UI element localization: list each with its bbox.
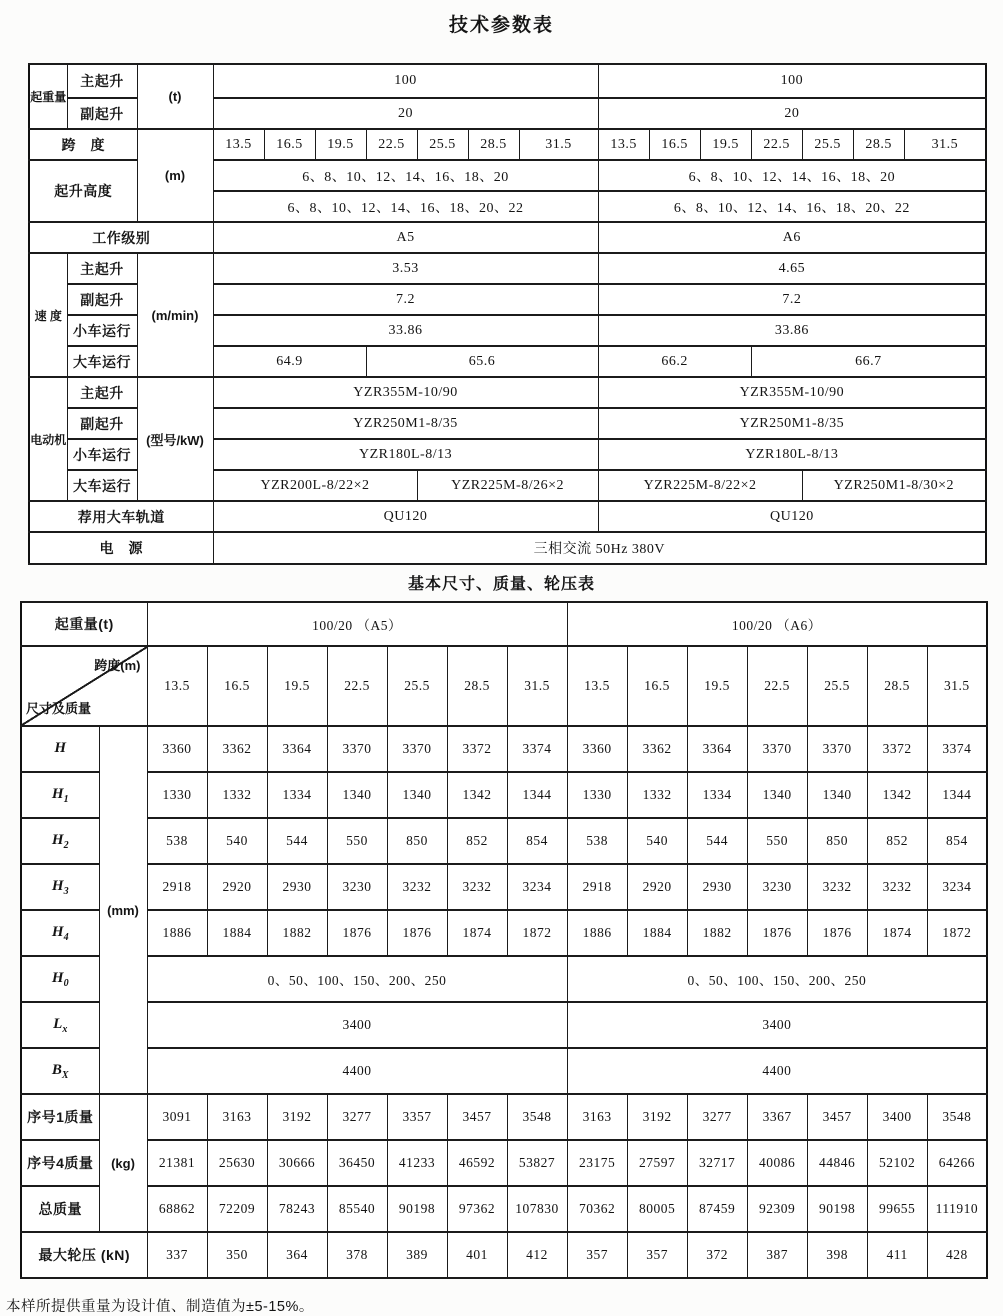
cell: 3277 (687, 1094, 747, 1140)
cell: 6、8、10、12、14、16、18、20、22 (213, 191, 598, 222)
cell: 41233 (387, 1140, 447, 1186)
span-label: 跨 度 (29, 129, 137, 160)
cell: 3362 (627, 726, 687, 772)
lifting-capacity-group-label: 起重量 (29, 64, 67, 129)
cell: 364 (267, 1232, 327, 1278)
cell: 3457 (807, 1094, 867, 1140)
span-axis-label: 跨度(m) (94, 658, 141, 673)
cell: 3232 (447, 864, 507, 910)
main-hoist-label: 主起升 (67, 253, 137, 284)
page-title: 技术参数表 (448, 15, 554, 36)
cell: 16.5 (649, 129, 700, 160)
row-Bx (21, 1048, 987, 1094)
cell: 28.5 (853, 129, 904, 160)
cell: 2920 (207, 864, 267, 910)
dim-sub: 2 (63, 839, 69, 851)
cell: 3360 (567, 726, 627, 772)
cell: 1334 (687, 772, 747, 818)
cell: 53827 (507, 1140, 567, 1186)
cell: 852 (447, 818, 507, 864)
row-rail (29, 501, 986, 532)
cell: 25.5 (387, 646, 447, 726)
cell: 68862 (147, 1186, 207, 1232)
cell: 401 (447, 1232, 507, 1278)
row-motor-main (29, 377, 986, 408)
cell: 411 (867, 1232, 927, 1278)
row-H0 (21, 956, 987, 1002)
total-mass-label: 总质量 (21, 1186, 99, 1232)
cell: 337 (147, 1232, 207, 1278)
row-capacity (21, 602, 987, 646)
dim-sub: 1 (63, 793, 69, 805)
row-mass-total (21, 1186, 987, 1232)
cell: 66.7 (751, 346, 986, 377)
row-H1 (21, 772, 987, 818)
cell: 6、8、10、12、14、16、18、20、22 (598, 191, 986, 222)
row-span (29, 129, 986, 160)
cell: 412 (507, 1232, 567, 1278)
cell: 1872 (927, 910, 987, 956)
trolley-travel-label: 小车运行 (67, 439, 137, 470)
cell: 3232 (387, 864, 447, 910)
dim-sub: X (61, 1069, 69, 1081)
motor-group-label: 电动机 (29, 377, 67, 501)
rail-label: 荐用大车轨道 (29, 501, 213, 532)
cell: 1344 (927, 772, 987, 818)
cell: 850 (807, 818, 867, 864)
cell: 70362 (567, 1186, 627, 1232)
cell: 3374 (507, 726, 567, 772)
cell: 21381 (147, 1140, 207, 1186)
cell: 3232 (807, 864, 867, 910)
dim-label-H3 (21, 864, 99, 910)
cell: 1330 (147, 772, 207, 818)
cell: 31.5 (904, 129, 986, 160)
cell: 90198 (387, 1186, 447, 1232)
row-duty-class (29, 222, 986, 253)
trolley-travel-label: 小车运行 (67, 315, 137, 346)
cell: 33.86 (213, 315, 598, 346)
cell: 1876 (747, 910, 807, 956)
cell: YZR225M-8/26×2 (417, 470, 598, 501)
cell: 40086 (747, 1140, 807, 1186)
dim-label-Bx (21, 1048, 99, 1094)
cell: 544 (687, 818, 747, 864)
cell: 4400 (147, 1048, 567, 1094)
row-speed-main (29, 253, 986, 284)
cell: 27597 (627, 1140, 687, 1186)
dim-label-H0 (21, 956, 99, 1002)
technical-parameters-table (28, 63, 987, 565)
cell: 64266 (927, 1140, 987, 1186)
cell: 13.5 (567, 646, 627, 726)
cell: 65.6 (366, 346, 598, 377)
cell: 6、8、10、12、14、16、18、20 (213, 160, 598, 191)
cell: 46592 (447, 1140, 507, 1186)
max-wheel-pressure-label: 最大轮压 (kN) (21, 1232, 147, 1278)
cell: 19.5 (267, 646, 327, 726)
cell: 3163 (567, 1094, 627, 1140)
dim-label-H (21, 726, 99, 772)
row-main-capacity (29, 64, 986, 98)
cell: 3370 (387, 726, 447, 772)
diagonal-header-cell (21, 646, 147, 726)
cell: 3400 (147, 1002, 567, 1048)
cell: 3192 (627, 1094, 687, 1140)
cell: 3.53 (213, 253, 598, 284)
cell: 52102 (867, 1140, 927, 1186)
cell: YZR250M1-8/35 (598, 408, 986, 439)
cell: 1334 (267, 772, 327, 818)
cell: 28.5 (867, 646, 927, 726)
cell: 398 (807, 1232, 867, 1278)
cell: QU120 (213, 501, 598, 532)
cell: 100/20 （A6） (567, 602, 987, 646)
cell: 3367 (747, 1094, 807, 1140)
cell: 31.5 (927, 646, 987, 726)
row-H (21, 726, 987, 772)
cell: 1874 (867, 910, 927, 956)
cell: 0、50、100、150、200、250 (147, 956, 567, 1002)
cell: 4.65 (598, 253, 986, 284)
cell: 100/20 （A5） (147, 602, 567, 646)
power-label: 电 源 (29, 532, 213, 564)
main-hoist-label: 主起升 (67, 64, 137, 98)
speed-group-label: 速 度 (29, 253, 67, 377)
dim-sub: 4 (63, 931, 69, 943)
cell: 2920 (627, 864, 687, 910)
dim-base: L (53, 1015, 63, 1032)
cell: YZR250M1-8/30×2 (802, 470, 986, 501)
cell: 1340 (807, 772, 867, 818)
cell: 378 (327, 1232, 387, 1278)
dim-base: H (54, 739, 67, 756)
cell: 372 (687, 1232, 747, 1278)
cell: 16.5 (207, 646, 267, 726)
cell: 3370 (327, 726, 387, 772)
cell: 2930 (687, 864, 747, 910)
cell: 16.5 (264, 129, 315, 160)
cell: 100 (598, 64, 986, 98)
cell: 3400 (867, 1094, 927, 1140)
cell: 13.5 (598, 129, 649, 160)
cell: 1884 (627, 910, 687, 956)
cell: 540 (207, 818, 267, 864)
cell: 6、8、10、12、14、16、18、20 (598, 160, 986, 191)
unit-kg-label: (kg) (99, 1094, 147, 1232)
cell: 3230 (747, 864, 807, 910)
cell: 538 (567, 818, 627, 864)
cell: 16.5 (627, 646, 687, 726)
cell: 2918 (567, 864, 627, 910)
cell: 550 (327, 818, 387, 864)
dim-sub: 0 (63, 977, 69, 989)
cell: 1882 (267, 910, 327, 956)
cell: 3232 (867, 864, 927, 910)
cell: 25.5 (807, 646, 867, 726)
cell: 538 (147, 818, 207, 864)
cell: 1332 (627, 772, 687, 818)
row-power (29, 532, 986, 564)
cell: 31.5 (519, 129, 598, 160)
cell: 3230 (327, 864, 387, 910)
cell: 3370 (747, 726, 807, 772)
cell: 99655 (867, 1186, 927, 1232)
cell: 1876 (387, 910, 447, 956)
cell: 1884 (207, 910, 267, 956)
dim-sub: x (62, 1023, 68, 1035)
cell: 3400 (567, 1002, 987, 1048)
cell: 22.5 (747, 646, 807, 726)
cell: 36450 (327, 1140, 387, 1186)
cell: 3364 (267, 726, 327, 772)
cell: 22.5 (327, 646, 387, 726)
dims-mass-axis-label: 尺寸及质量 (26, 701, 92, 716)
cell: 64.9 (213, 346, 366, 377)
dimensions-mass-wheel-pressure-table (20, 601, 988, 1279)
cell: 3357 (387, 1094, 447, 1140)
cell: 357 (567, 1232, 627, 1278)
cell: 80005 (627, 1186, 687, 1232)
cell: 1332 (207, 772, 267, 818)
cell: 3372 (867, 726, 927, 772)
dim-label-H2 (21, 818, 99, 864)
aux-hoist-label: 副起升 (67, 284, 137, 315)
cell: 3277 (327, 1094, 387, 1140)
footnote: 本样所提供重量为设计值、制造值为±5-15%。 (6, 1299, 314, 1315)
cell: 3372 (447, 726, 507, 772)
cell: 4400 (567, 1048, 987, 1094)
cell: 852 (867, 818, 927, 864)
cell: 25.5 (802, 129, 853, 160)
cell: 3548 (507, 1094, 567, 1140)
cell: 2930 (267, 864, 327, 910)
duty-class-label: 工作级别 (29, 222, 213, 253)
cell: 3234 (507, 864, 567, 910)
unit-t-label: (t) (137, 64, 213, 129)
row-mass-no4 (21, 1140, 987, 1186)
row-H2 (21, 818, 987, 864)
cell: 3192 (267, 1094, 327, 1140)
cell: 19.5 (700, 129, 751, 160)
row-span-header (21, 646, 987, 726)
cell: YZR355M-10/90 (598, 377, 986, 408)
cell: 13.5 (147, 646, 207, 726)
row-mass-no1 (21, 1094, 987, 1140)
cell: 550 (747, 818, 807, 864)
cell: 1344 (507, 772, 567, 818)
cell: 3364 (687, 726, 747, 772)
mass-no4-label: 序号4质量 (21, 1140, 99, 1186)
cell: YZR355M-10/90 (213, 377, 598, 408)
row-Lx (21, 1002, 987, 1048)
cell: 28.5 (447, 646, 507, 726)
cell: 2918 (147, 864, 207, 910)
crane-travel-label: 大车运行 (67, 470, 137, 501)
main-hoist-label: 主起升 (67, 377, 137, 408)
cell: 3374 (927, 726, 987, 772)
cell: 1886 (147, 910, 207, 956)
cell: YZR250M1-8/35 (213, 408, 598, 439)
cell: 3457 (447, 1094, 507, 1140)
cell: 66.2 (598, 346, 751, 377)
cell: 13.5 (213, 129, 264, 160)
cell: 3234 (927, 864, 987, 910)
cell: 1882 (687, 910, 747, 956)
dim-base: H (51, 923, 64, 940)
cell: YZR180L-8/13 (598, 439, 986, 470)
cell: 90198 (807, 1186, 867, 1232)
unit-mm-label: (mm) (99, 726, 147, 1094)
dim-label-H4 (21, 910, 99, 956)
lift-height-label: 起升高度 (29, 160, 137, 222)
cell: 25.5 (417, 129, 468, 160)
second-table-title: 基本尺寸、质量、轮压表 (407, 576, 595, 593)
cell: 1340 (327, 772, 387, 818)
cell: 20 (598, 98, 986, 129)
cell: 3163 (207, 1094, 267, 1140)
cell: 3362 (207, 726, 267, 772)
cell: 1340 (747, 772, 807, 818)
cell: 1886 (567, 910, 627, 956)
unit-m-label: (m) (137, 129, 213, 222)
capacity-label: 起重量(t) (21, 602, 147, 646)
cell: 97362 (447, 1186, 507, 1232)
cell: 23175 (567, 1140, 627, 1186)
unit-model-kw-label: (型号/kW) (137, 377, 213, 501)
cell: 19.5 (315, 129, 366, 160)
cell: 20 (213, 98, 598, 129)
cell: 850 (387, 818, 447, 864)
cell: 87459 (687, 1186, 747, 1232)
dim-base: H (51, 877, 64, 894)
cell: 28.5 (468, 129, 519, 160)
cell: 78243 (267, 1186, 327, 1232)
dim-base: B (51, 1061, 62, 1078)
cell: 1876 (807, 910, 867, 956)
row-H4 (21, 910, 987, 956)
cell: 22.5 (751, 129, 802, 160)
cell: 19.5 (687, 646, 747, 726)
cell: 7.2 (598, 284, 986, 315)
mass-no1-label: 序号1质量 (21, 1094, 99, 1140)
cell: 32717 (687, 1140, 747, 1186)
cell: 92309 (747, 1186, 807, 1232)
cell: 1874 (447, 910, 507, 956)
cell: YZR180L-8/13 (213, 439, 598, 470)
cell: 25630 (207, 1140, 267, 1186)
cell: 3091 (147, 1094, 207, 1140)
cell: 31.5 (507, 646, 567, 726)
cell: 33.86 (598, 315, 986, 346)
cell: 7.2 (213, 284, 598, 315)
dim-base: H (51, 969, 64, 986)
cell: 3370 (807, 726, 867, 772)
cell: 1342 (867, 772, 927, 818)
cell: 107830 (507, 1186, 567, 1232)
unit-m-min-label: (m/min) (137, 253, 213, 377)
cell: 1876 (327, 910, 387, 956)
dim-label-Lx (21, 1002, 99, 1048)
cell: 544 (267, 818, 327, 864)
cell: QU120 (598, 501, 986, 532)
diagonal-divider (22, 647, 147, 725)
cell: 1872 (507, 910, 567, 956)
cell: 3360 (147, 726, 207, 772)
cell: 0、50、100、150、200、250 (567, 956, 987, 1002)
cell: 44846 (807, 1140, 867, 1186)
cell: 85540 (327, 1186, 387, 1232)
dim-label-H1 (21, 772, 99, 818)
dim-base: H (51, 785, 64, 802)
cell: 428 (927, 1232, 987, 1278)
aux-hoist-label: 副起升 (67, 98, 137, 129)
cell: 22.5 (366, 129, 417, 160)
cell: A6 (598, 222, 986, 253)
cell: 854 (927, 818, 987, 864)
aux-hoist-label: 副起升 (67, 408, 137, 439)
cell: 854 (507, 818, 567, 864)
crane-travel-label: 大车运行 (67, 346, 137, 377)
cell: 111910 (927, 1186, 987, 1232)
cell: 1340 (387, 772, 447, 818)
cell: 350 (207, 1232, 267, 1278)
cell: 3548 (927, 1094, 987, 1140)
cell: 三相交流 50Hz 380V (213, 532, 986, 564)
cell: 30666 (267, 1140, 327, 1186)
cell: 389 (387, 1232, 447, 1278)
cell: A5 (213, 222, 598, 253)
cell: 1342 (447, 772, 507, 818)
cell: YZR225M-8/22×2 (598, 470, 802, 501)
cell: 100 (213, 64, 598, 98)
cell: YZR200L-8/22×2 (213, 470, 417, 501)
row-max-wheel-pressure (21, 1232, 987, 1278)
row-H3 (21, 864, 987, 910)
cell: 1330 (567, 772, 627, 818)
dim-base: H (51, 831, 64, 848)
dim-sub: 3 (63, 885, 69, 897)
cell: 540 (627, 818, 687, 864)
cell: 72209 (207, 1186, 267, 1232)
cell: 357 (627, 1232, 687, 1278)
cell: 387 (747, 1232, 807, 1278)
